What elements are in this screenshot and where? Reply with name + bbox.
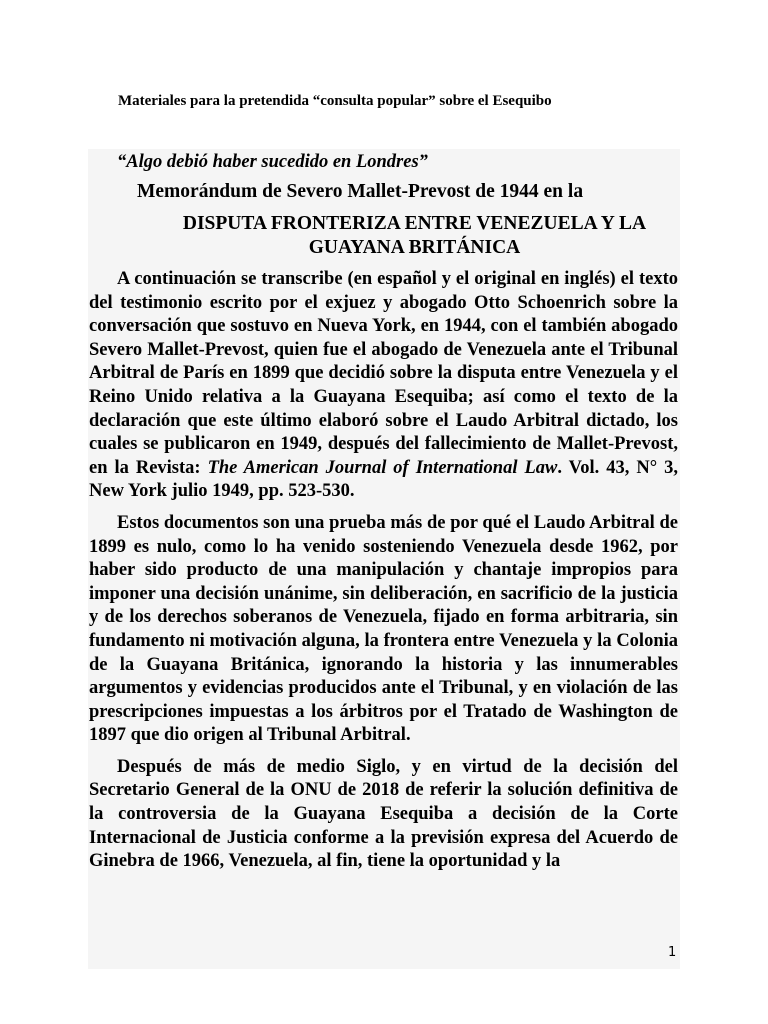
dispute-title-line-1: DISPUTA FRONTERIZA ENTRE VENEZUELA Y LA <box>182 213 647 234</box>
document-body <box>89 150 678 874</box>
dispute-title-line-2: GUAYANA BRITÁNICA <box>308 237 521 258</box>
paragraph-1-text: A continuación se transcribe (en español y el original en inglés) el texto del testimonio escrito por el exjuez y abogado Otto Schoenrich sobre la conversación que sostuvo en Nueva York, en 1944, con el también abogado Severo Mallet-Prevost, quien fue el abogado de Venezuela ante el Tribunal Arbitral de París en 1899 que decidió sobre la disputa entre Venezuela y el Reino Unido relativa a la Guayana Esequiba; así como el texto de la declaración que este último elaboró sobre el Laudo Arbitral dictado, los cuales se publicaron en 1949, después del fallecimiento de Mallet-Prevost, en la Revista: <box>89 269 678 478</box>
running-header: Materiales para la pretendida “consulta popular” sobre el Esequibo <box>118 93 552 109</box>
paragraph-1 <box>89 268 678 504</box>
paragraph-3: Después de más de medio Siglo, y en virtud de la decisión del Secretario General de la ONU de 2018 de referir la solución definitiva de la controversia de la Guayana Esequiba a decisión de la Corte Internacional de Justicia conforme a la previsión expresa del Acuerdo de Ginebra de 1966, Venezuela, al fin, tiene la oportunidad y la <box>89 756 678 872</box>
dispute-title <box>89 212 678 260</box>
subtitle-quote: “Algo debió haber sucedido en Londres” <box>117 152 428 172</box>
journal-title: The American Journal of International Law <box>207 457 558 478</box>
paragraph-1-citation: . Vol. 43, N° 3, New York julio 1949, pp. 523-530. <box>89 457 678 502</box>
page-number: 1 <box>668 945 677 960</box>
memorandum-title: Memorándum de Severo Mallet-Prevost de 1944 en la <box>137 181 584 202</box>
paragraph-2: Estos documentos son una prueba más de por qué el Laudo Arbitral de 1899 es nulo, como lo ha venido sosteniendo Venezuela desde 1962, por haber sido producto de una manipulación y chantaje impropios para imponer una decisión unánime, sin deliberación, en sacrificio de la justicia y de los derechos soberanos de Venezuela, fijado en forma arbitraria, sin fundamento ni motivación alguna, la frontera entre Venezuela y la Colonia de la Guayana Británica, ignorando la historia y las innumerables argumentos y evidencias producidos ante el Tribunal, y en violación de las prescripciones impuestas a los árbitros por el Tratado de Washington de 1897 que dio origen al Tribunal Arbitral. <box>89 512 678 746</box>
